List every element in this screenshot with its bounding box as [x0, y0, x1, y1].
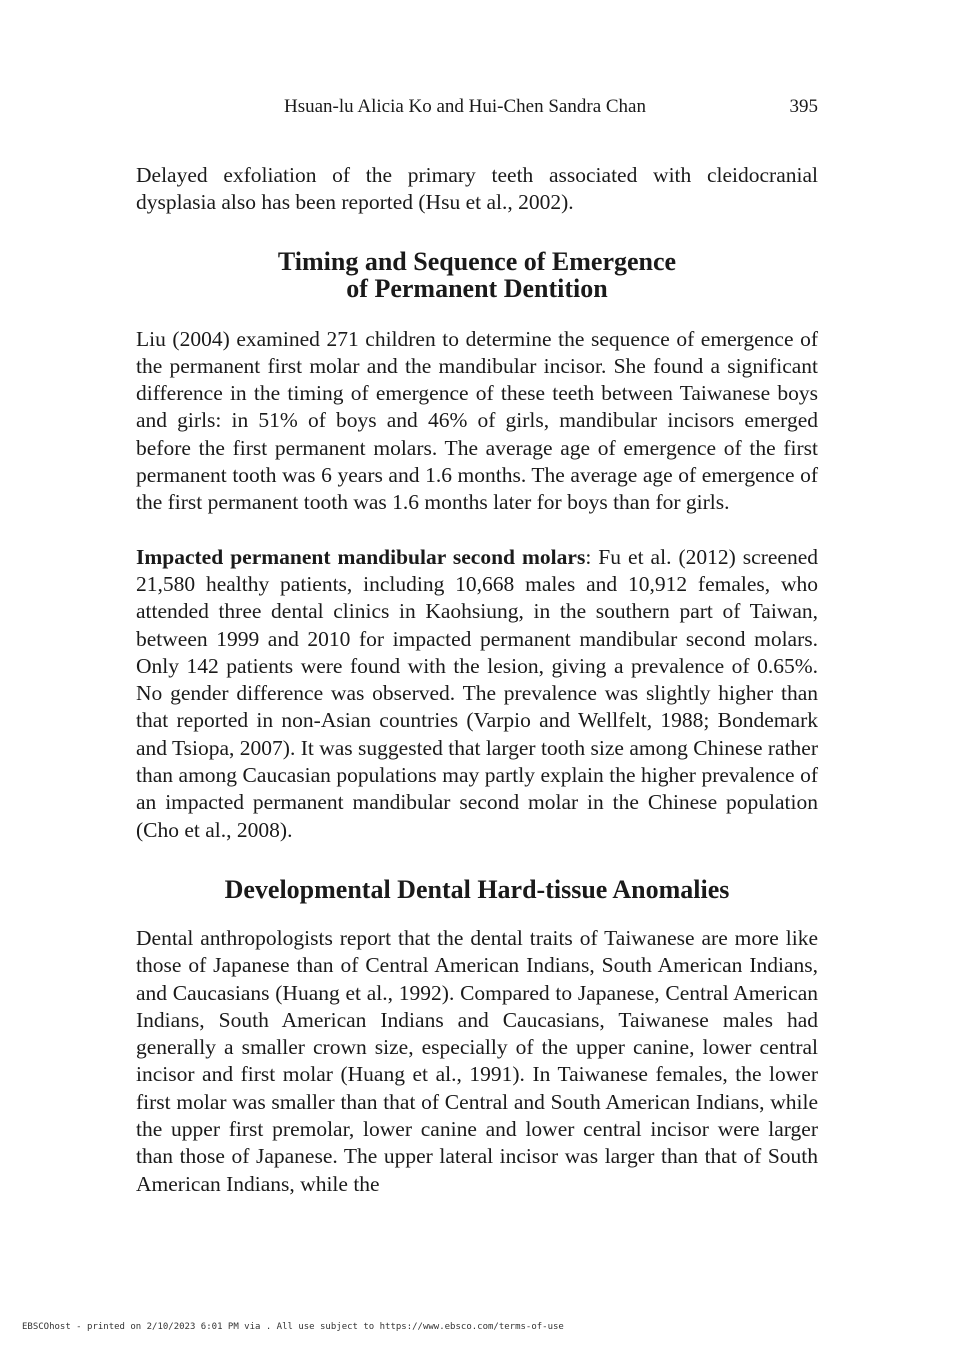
page-number: 395: [789, 96, 818, 117]
section-heading-timing-line1: Timing and Sequence of Emergence: [277, 246, 677, 276]
paragraph-anthropology: Dental anthropologists report that the dental traits of Taiwanese are more like those of Japanese than of Central American Indians, South American Indians, and Caucasians (Huang et al., 1992). Compared to Japanese, Central American Indians, South American Indians and Caucasians, Taiwanese males had generally a smaller crown size, especially of the upper canine, lower central incisor and first molar (Huang et al., 1991). In Taiwanese females, the lower first molar was smaller than that of Central and South American Indians, while the upper first premolar, lower canine and lower central incisor were larger than those of Japanese. The upper lateral incisor was larger than that of South American Indians, while the: [136, 925, 818, 1196]
page-content: [136, 162, 818, 1198]
section-heading-timing-line2: of Permanent Dentition: [346, 273, 608, 303]
paragraph-liu: Liu (2004) examined 271 children to determine the sequence of emergence of the permanent first molar and the mandibular incisor. She found a significant difference in the timing of emergence of these teeth between Taiwanese boys and girls: in 51% of boys and 46% of girls, mandibular incisors emerged before the first permanent molars. The average age of emergence of the first permanent tooth was 6 years and 1.6 months. The average age of emergence of the first permanent tooth was 1.6 months later for boys than for girls.: [136, 326, 818, 515]
section-heading-timing: [136, 248, 818, 302]
paragraph-impacted-lead: Impacted permanent mandibular second molars: [136, 544, 586, 569]
paragraph-impacted: [136, 544, 818, 844]
paragraph-gap: [136, 517, 818, 544]
paragraph-intro: Delayed exfoliation of the primary teeth associated with cleidocranial dysplasia also has been reported (Hsu et al., 2002).: [136, 163, 818, 215]
running-header: [136, 96, 818, 122]
header-authors: Hsuan-lu Alicia Ko and Hui-Chen Sandra Chan: [284, 96, 646, 117]
ebsco-footer: EBSCOhost - printed on 2/10/2023 6:01 PM via . All use subject to https://www.ebsco.com/terms-of-use: [22, 1322, 564, 1332]
section-heading-anomalies: Developmental Dental Hard-tissue Anomalies: [224, 874, 730, 904]
paragraph-impacted-rest: : Fu et al. (2012) screened 21,580 healthy patients, including 10,668 males and 10,912 females, who attended three dental clinics in Kaohsiung, in the southern part of Taiwan, between 1999 and 2010 for impacted permanent mandibular second molars. Only 142 patients were found with the lesion, giving a prevalence of 0.65%. No gender difference was observed. The prevalence was slightly higher than that reported in non-Asian countries (Varpio and Wellfelt, 1988; Bondemark and Tsiopa, 2007). It was suggested that larger tooth size among Chinese rather than among Caucasian populations may partly explain the higher prevalence of an impacted permanent mandibular second molar in the Chinese population (Cho et al., 2008).: [136, 544, 818, 842]
